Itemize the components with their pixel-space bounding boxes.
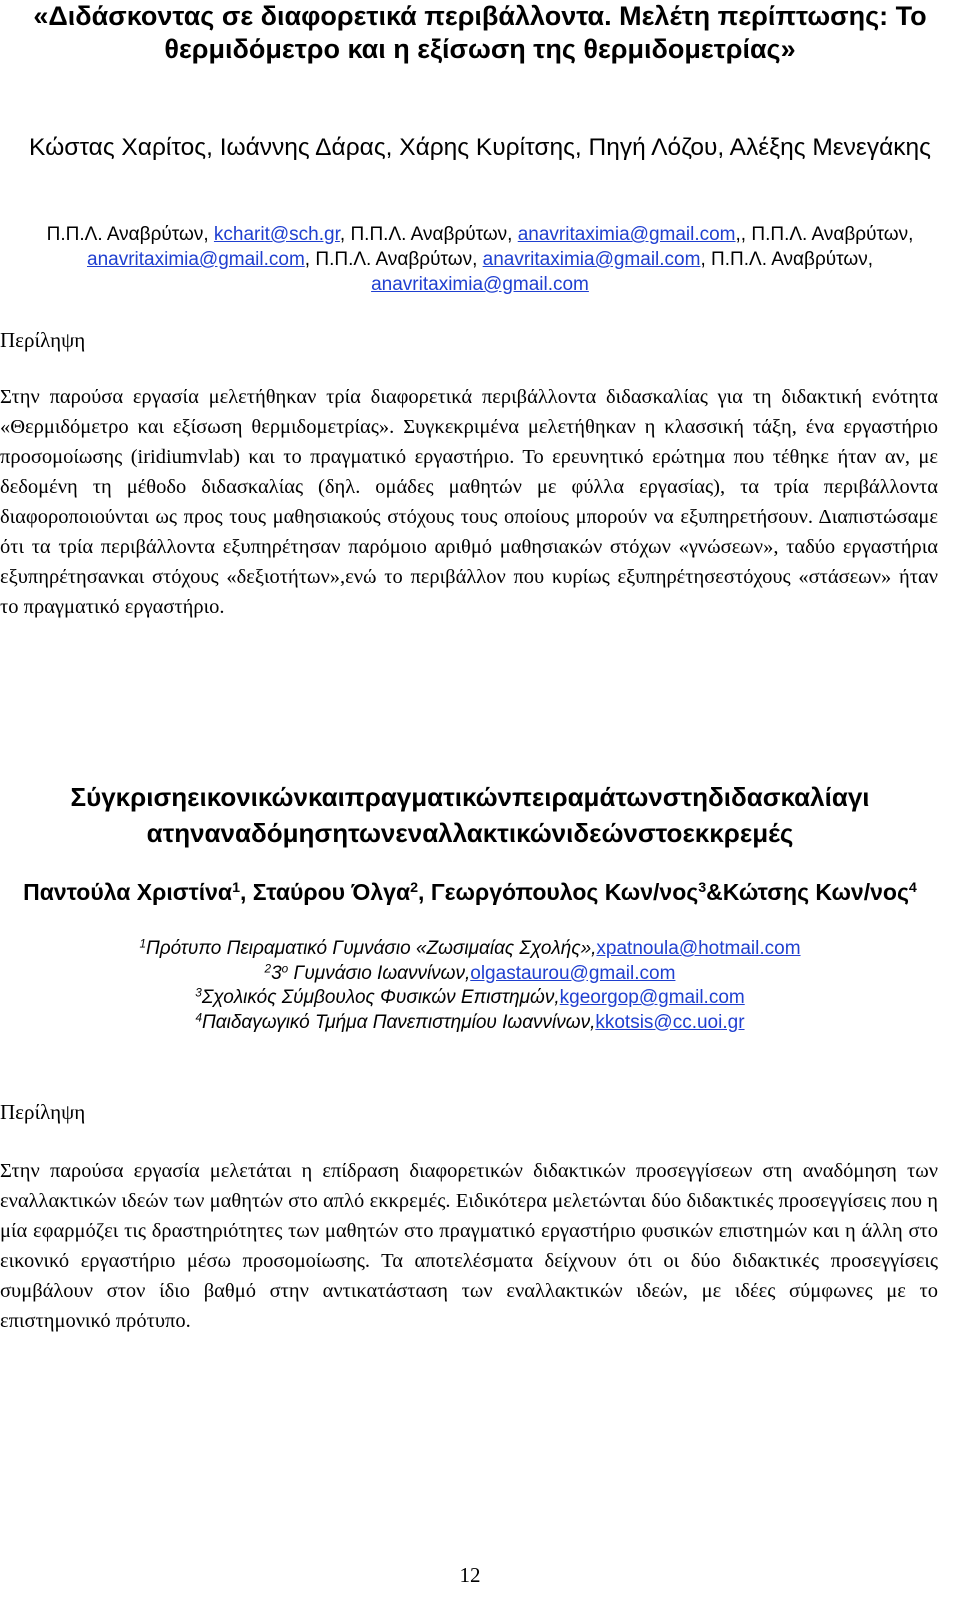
author: Κώτσης Κων/νος bbox=[722, 879, 909, 905]
affiliation-text: Πρότυπο Πειραματικό Γυμνάσιο «Ζωσιμαίας Σχολής», bbox=[146, 938, 597, 959]
paper1-title: «Διδάσκοντας σε διαφορετικά περιβάλλοντα. Μελέτη περίπτωσης: Το θερμιδόμετρο και η εξίσωση της θερμιδομετρίας» bbox=[33, 1, 927, 64]
abstract-heading: Περίληψη bbox=[0, 328, 86, 352]
author-index: 1 bbox=[232, 880, 240, 897]
affiliation-line bbox=[10, 1011, 930, 1036]
abstract-text: Στην παρούσα εργασία μελετήθηκαν τρία διαφορετικά περιβάλλοντα διδασκαλίας για τη διδακτική ενότητα «Θερμιδόμετρο και εξίσωση θερμιδομετρίας». Συγκεκριμένα μελετήθηκαν η κλασσική τάξη, ένα εργαστήριο προσομοίωσης (iridiumvlab) και το πραγματικό εργαστήριο. Το ερευνητικό ερώτημα που τέθηκε ήταν αν, με δεδομένη τη μέθοδο διδασκαλίας (δηλ. ομάδες μαθητών με φύλλα εργασίας), τα τρία περιβάλλοντα διαφοροποιούνται ως προς τους μαθησιακούς στόχους τους οποίους μπορούν να εξυπηρετήσουν. Διαπιστώσαμε ότι τα τρία περιβάλλοντα εξυπηρέτησαν παρόμοιο αριθμό μαθησιακών στόχων «γνώσεων», ταδύο εργαστήρια εξυπηρέτησανκαι στόχους «δεξιοτήτων»,ενώ το περιβάλλον που κυρίως εξυπηρέτησεστόχους «στάσεων» ήταν το πραγματικό εργαστήριο. bbox=[0, 386, 938, 618]
paper1-affiliations: Π.Π.Λ. Αναβρύτων, kcharit@sch.gr, Π.Π.Λ. Αναβρύτων, anavritaximia@gmail.com,, Π.Π.Λ. Αναβρύτων, anavritaximia@gmail.com, Π.Π.Λ. Αναβρύτων, anavritaximia@gmail.com, Π.Π.Λ. Αναβρύτων, anavritaximia@gmail.com bbox=[46, 224, 914, 295]
affiliation-school: Π.Π.Λ. Αναβρύτων bbox=[315, 249, 473, 270]
affiliation-school: Π.Π.Λ. Αναβρύτων bbox=[350, 224, 508, 245]
affiliation-index: 1 bbox=[139, 937, 146, 951]
author: Παντούλα Χριστίνα bbox=[23, 879, 233, 905]
author-index: 3 bbox=[698, 880, 707, 897]
author-index: 2 bbox=[410, 880, 419, 897]
email-link[interactable]: olgastaurou@gmail.com bbox=[470, 962, 676, 984]
affiliation-line bbox=[10, 986, 930, 1011]
affiliation-index: 4 bbox=[195, 1011, 203, 1025]
affiliation-text: Παιδαγωγικό Τμήμα Πανεπιστημίου Ιωαννίνων, bbox=[202, 1011, 596, 1033]
affiliation-index: 2 bbox=[264, 962, 272, 976]
abstract-heading: Περίληψη bbox=[0, 1100, 86, 1124]
ordinal-suffix: ο bbox=[281, 962, 289, 976]
email-link[interactable]: anavritaximia@gmail.com bbox=[371, 274, 589, 295]
author: Γεωργόπουλος Κων/νος bbox=[430, 879, 699, 905]
email-link[interactable]: anavritaximia@gmail.com bbox=[482, 249, 701, 270]
affiliation-line bbox=[10, 962, 930, 987]
paper2-title-line: ατηναναδόμησητωνεναλλακτικώνιδεώνστοεκκρεμές bbox=[146, 818, 794, 848]
abstract-text: Στην παρούσα εργασία μελετάται η επίδραση διαφορετικών διδακτικών προσεγγίσεων στη αναδόμηση των εναλλακτικών ιδεών των μαθητών στο απλό εκκρεμές. Ειδικότερα μελετώνται δύο διδακτικές προσεγγίσεις που η μία εφαρμόζει τις δραστηριότητες των μαθητών στο πραγματικό εργαστήριο φυσικών επιστημών και η άλλη στο εικονικό εργαστήριο μέσω προσομοίωσης. Τα αποτελέσματα δείχνουν ότι οι δύο διδακτικές προσεγγίσεις συμβάλουν στον ίδιο βαθμό στην αντικατάσταση των εναλλακτικών ιδεών, με ιδέες σύμφωνες με το επιστημονικό πρότυπο. bbox=[0, 1160, 938, 1332]
affiliation-school: Π.Π.Λ. Αναβρύτων bbox=[751, 224, 909, 245]
affiliation-text: Γυμνάσιο Ιωαννίνων, bbox=[288, 962, 471, 984]
email-link[interactable]: anavritaximia@gmail.com bbox=[517, 224, 736, 245]
email-link[interactable]: kcharit@sch.gr bbox=[213, 224, 340, 245]
paper2-authors: Παντούλα Χριστίνα$^1$, Σταύρου Όλγα$^2$, Γεωργόπουλος Κων/νος$^3$&Κώτσης Κων/νος$^4$ bbox=[23, 879, 917, 905]
paper1-authors: Κώστας Χαρίτος, Ιωάννης Δάρας, Χάρης Κυρίτσης, Πηγή Λόζου, Αλέξης Μενεγάκης bbox=[29, 134, 931, 161]
affiliation-text: Σχολικός Σύμβουλος Φυσικών Επιστημών, bbox=[201, 987, 560, 1008]
email-link[interactable]: kkotsis@cc.uoi.gr bbox=[595, 1011, 745, 1033]
affiliation-school: Π.Π.Λ. Αναβρύτων bbox=[711, 249, 868, 270]
affiliation-text: 3 bbox=[271, 962, 282, 984]
page-number: 12 bbox=[459, 1563, 481, 1587]
paper2-title-line: Σύγκρισηεικονικώνκαιπραγματικώνπειραμάτωνστηδιδασκαλίαγι bbox=[70, 782, 870, 812]
paper2-title bbox=[0, 779, 940, 851]
email-link[interactable]: anavritaximia@gmail.com bbox=[87, 249, 305, 270]
affiliation-line bbox=[10, 937, 930, 962]
author-index: 4 bbox=[908, 880, 917, 897]
email-link[interactable]: xpatnoula@hotmail.com bbox=[596, 938, 801, 959]
paper2-affiliations bbox=[10, 937, 930, 1035]
affiliation-school: Π.Π.Λ. Αναβρύτων bbox=[46, 224, 204, 245]
email-link[interactable]: kgeorgop@gmail.com bbox=[559, 987, 745, 1008]
author: Σταύρου Όλγα bbox=[252, 879, 411, 905]
affiliation-index: 3 bbox=[195, 986, 202, 1000]
